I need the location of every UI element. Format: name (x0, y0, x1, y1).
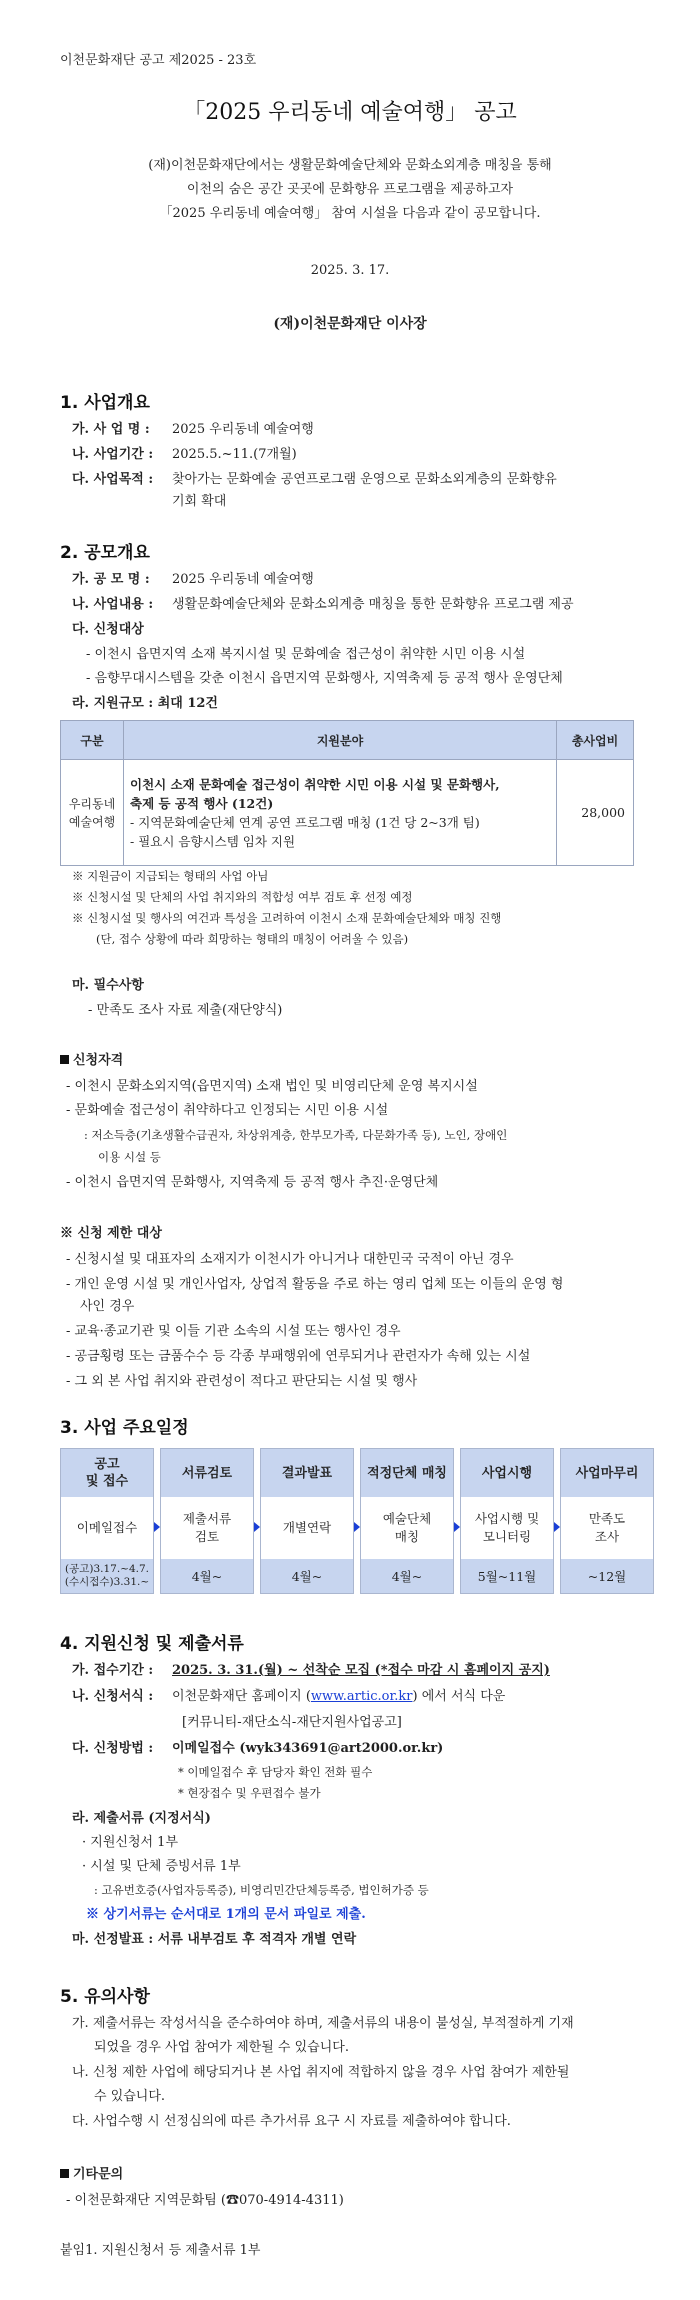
section-heading: 4. 지원신청 및 제출서류 (60, 1634, 244, 1654)
table-header: 구분 (61, 721, 124, 760)
list-item: - 개인 운영 시설 및 개인사업자, 상업적 활동을 주로 하는 영리 업체 또는 이들의 운영 형 (66, 1277, 564, 1292)
deadline-value: 2025. 3. 31.(월) ~ 선착순 모집 (*접수 마감 시 홈페이지 공지) (172, 1663, 550, 1678)
schedule-step-title: 적정단체 매칭 (361, 1449, 453, 1497)
schedule-step (60, 1448, 154, 1594)
homepage-link[interactable]: www.artic.or.kr (310, 1689, 413, 1704)
field-value: 2025.5.~11.(7개월) (172, 447, 297, 462)
schedule-step-title: 사업마무리 (561, 1449, 653, 1497)
list-item: · 지원신청서 1부 (82, 1835, 179, 1850)
contact-item: - 이천문화재단 지역문화팀 (☎070-4914-4311) (66, 2193, 344, 2208)
intro-line: 이천의 숨은 공간 곳곳에 문화향유 프로그램을 제공하고자 (186, 182, 514, 197)
field-label: 다. 신청방법 : (72, 1741, 154, 1756)
field-label: 가. 접수기간 : (72, 1663, 154, 1678)
support-table (60, 720, 634, 866)
field-value: 이천문화재단 홈페이지 (www.artic.or.kr) 에서 서식 다운 (172, 1689, 506, 1704)
list-item: - 이천시 읍면지역 문화행사, 지역축제 등 공적 행사 추진·운영단체 (66, 1175, 439, 1190)
caution-item: 되었을 경우 사업 참여가 제한될 수 있습니다. (94, 2040, 349, 2055)
field-label: 다. 신청대상 (72, 622, 144, 637)
caution-item: 다. 사업수행 시 선정심의에 따른 추가서류 요구 시 자료를 제출하여야 합니다. (72, 2114, 511, 2129)
schedule-step-period: 4월~ (361, 1559, 453, 1593)
attachment: 붙임1. 지원신청서 등 제출서류 1부 (60, 2243, 261, 2258)
schedule-step (260, 1448, 354, 1594)
menu-path: [커뮤니티-재단소식-재단지원사업공고] (182, 1715, 402, 1730)
schedule-step (460, 1448, 554, 1594)
field-label: 나. 신청서식 : (72, 1689, 154, 1704)
note: * 이메일접수 후 담당자 확인 전화 필수 (178, 1765, 373, 1779)
schedule-step-body: 이메일접수 (61, 1497, 153, 1559)
square-bullet-icon (60, 2169, 69, 2178)
selection-announcement: 마. 선정발표 : 서류 내부검토 후 적격자 개별 연락 (72, 1932, 357, 1947)
note: ※ 지원금이 지급되는 형태의 사업 아님 (72, 869, 269, 883)
schedule-step-body: 제출서류 검토 (161, 1497, 253, 1559)
section-heading: 5. 유의사항 (60, 1987, 150, 2007)
submission-note: ※ 상기서류는 순서대로 1개의 문서 파일로 제출. (86, 1907, 366, 1922)
square-bullet-icon (60, 1055, 69, 1064)
schedule-step (160, 1448, 254, 1594)
schedule-step-period: ~12월 (561, 1559, 653, 1593)
list-item: - 만족도 조사 자료 제출(재단양식) (88, 1003, 283, 1018)
field-value: 2025 우리동네 예술여행 (172, 572, 314, 587)
table-header: 지원분야 (124, 721, 557, 760)
field-label: 마. 필수사항 (72, 978, 144, 993)
field-label: 가. 공 모 명 : (72, 572, 150, 587)
list-item: 이용 시설 등 (98, 1150, 161, 1164)
section-heading: 3. 사업 주요일정 (60, 1418, 189, 1438)
table-row-amount: 28,000 (557, 760, 634, 866)
field-label: 가. 사 업 명 : (72, 422, 150, 437)
restriction-heading: ※ 신청 제한 대상 (60, 1226, 162, 1241)
list-item: - 공금횡령 또는 금품수수 등 각종 부패행위에 연루되거나 관련자가 속해 있는 시설 (66, 1349, 531, 1364)
schedule-step-body: 만족도 조사 (561, 1497, 653, 1559)
list-item: : 고유번호증(사업자등록증), 비영리민간단체등록증, 법인허가증 등 (94, 1883, 429, 1897)
issuer: (재)이천문화재단 이사장 (273, 316, 427, 332)
list-item: - 신청시설 및 대표자의 소재지가 이천시가 아니거나 대한민국 국적이 아닌 경우 (66, 1252, 514, 1267)
note: (단, 접수 상황에 따라 희망하는 형태의 매칭이 어려울 수 있음) (96, 932, 409, 946)
schedule-step-title: 서류검토 (161, 1449, 253, 1497)
list-item: - 그 외 본 사업 취지와 관련성이 적다고 판단되는 시설 및 행사 (66, 1374, 418, 1389)
schedule-step-period: 4월~ (161, 1559, 253, 1593)
schedule-step (360, 1448, 454, 1594)
list-item: 사인 경우 (80, 1299, 135, 1314)
field-label: 라. 제출서류 (지정서식) (72, 1811, 211, 1826)
schedule-step-body: 개별연락 (261, 1497, 353, 1559)
list-item: · 시설 및 단체 증빙서류 1부 (82, 1859, 241, 1874)
list-item: - 교육·종교기관 및 이들 기관 소속의 시설 또는 행사인 경우 (66, 1324, 401, 1339)
schedule-step-period: 5월~11월 (461, 1559, 553, 1593)
note: ※ 신청시설 및 단체의 사업 취지와의 적합성 여부 검토 후 선정 예정 (72, 890, 413, 904)
field-value: 찾아가는 문화예술 공연프로그램 운영으로 문화소외계층의 문화향유 (172, 472, 557, 487)
note: ※ 신청시설 및 행사의 여건과 특성을 고려하여 이천시 소재 문화예술단체와 매칭 진행 (72, 911, 502, 925)
schedule-step-title: 공고 및 접수 (61, 1449, 153, 1497)
schedule-step-body: 사업시행 및 모니터링 (461, 1497, 553, 1559)
email-value: 이메일접수 (wyk343691@art2000.or.kr) (172, 1741, 444, 1756)
field-label: 나. 사업내용 : (72, 597, 154, 612)
field-value: 2025 우리동네 예술여행 (172, 422, 314, 437)
contact-heading: 기타문의 (60, 2166, 123, 2184)
field-label: 라. 지원규모 : 최대 12건 (72, 696, 218, 711)
page-title: 「2025 우리동네 예술여행」 공고 (183, 100, 517, 125)
list-item: - 이천시 문화소외지역(읍면지역) 소재 법인 및 비영리단체 운영 복지시설 (66, 1079, 478, 1094)
field-label: 나. 사업기간 : (72, 447, 154, 462)
caution-item: 나. 신청 제한 사업에 해당되거나 본 사업 취지에 적합하지 않을 경우 사업 참여가 제한될 (72, 2065, 570, 2080)
section-heading: 2. 공모개요 (60, 543, 150, 563)
schedule-step-period: (공고)3.17.~4.7. (수시접수)3.31.~ (61, 1559, 153, 1593)
intro-line: (재)이천문화재단에서는 생활문화예술단체와 문화소외계층 매칭을 통해 (148, 158, 552, 173)
schedule-step-body: 예술단체 매칭 (361, 1497, 453, 1559)
caution-item: 가. 제출서류는 작성서식을 준수하여야 하며, 제출서류의 내용이 불성실, 부적절하게 기재 (72, 2016, 574, 2031)
list-item: - 이천시 읍면지역 소재 복지시설 및 문화예술 접근성이 취약한 시민 이용 시설 (86, 647, 526, 662)
table-header: 총사업비 (557, 721, 634, 760)
schedule-step-title: 사업시행 (461, 1449, 553, 1497)
field-value: 생활문화예술단체와 문화소외계층 매칭을 통한 문화향유 프로그램 제공 (172, 597, 574, 612)
notice-date: 2025. 3. 17. (310, 263, 390, 278)
field-value: 기회 확대 (172, 494, 227, 509)
qualification-heading: 신청자격 (60, 1052, 123, 1070)
section-heading: 1. 사업개요 (60, 393, 150, 413)
caution-item: 수 있습니다. (94, 2089, 166, 2104)
schedule-step (560, 1448, 654, 1594)
note: * 현장접수 및 우편접수 불가 (178, 1786, 321, 1800)
list-item: - 문화예술 접근성이 취약하다고 인정되는 시민 이용 시설 (66, 1103, 389, 1118)
intro-line: 「2025 우리동네 예술여행」 참여 시설을 다음과 같이 공모합니다. (159, 206, 541, 221)
document-number: 이천문화재단 공고 제2025 - 23호 (60, 53, 257, 68)
schedule-step-title: 결과발표 (261, 1449, 353, 1497)
table-row-description: 이천시 소재 문화예술 접근성이 취약한 시민 이용 시설 및 문화행사, 축제 등 공적 행사 (12건) - 지역문화예술단체 연계 공연 프로그램 매칭 (1건 당 2~3개 팀) - 필요시 음향시스템 임차 지원 (124, 760, 557, 866)
schedule-step-period: 4월~ (261, 1559, 353, 1593)
list-item: : 저소득층(기초생활수급권자, 차상위계층, 한부모가족, 다문화가족 등), 노인, 장애인 (84, 1128, 508, 1142)
field-label: 다. 사업목적 : (72, 472, 154, 487)
list-item: - 음향무대시스템을 갖춘 이천시 읍면지역 문화행사, 지역축제 등 공적 행사 운영단체 (86, 671, 563, 686)
table-row-label: 우리동네 예술여행 (61, 760, 124, 866)
